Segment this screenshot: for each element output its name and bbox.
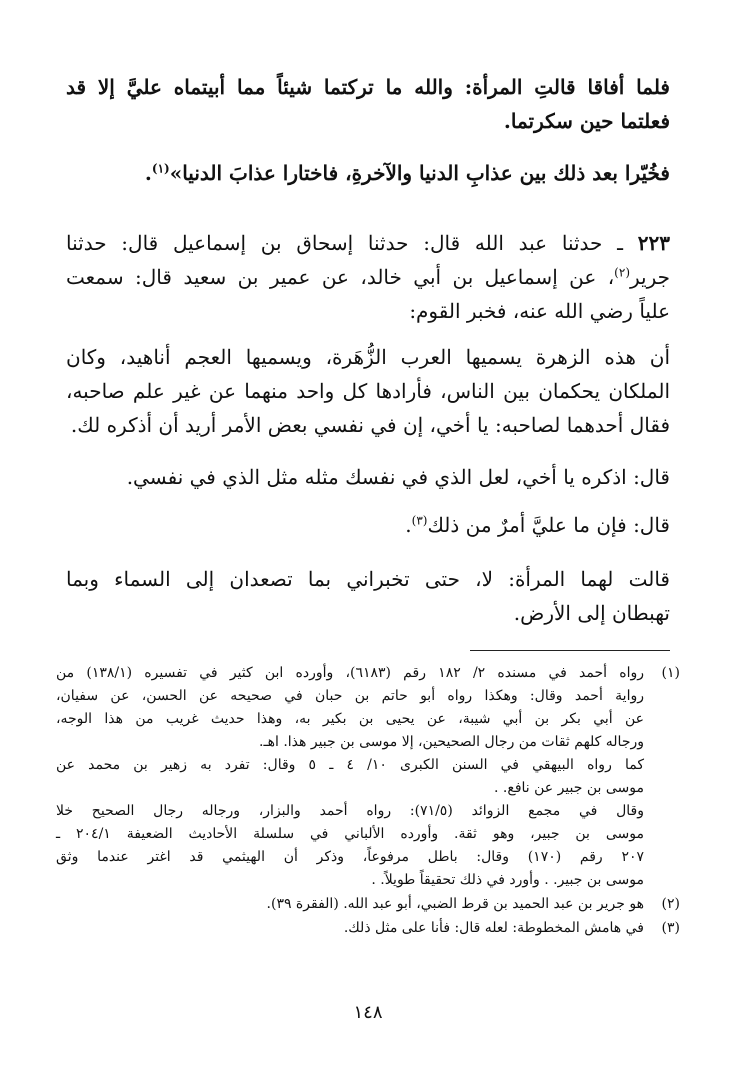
footnote-1-line: وقال في مجمع الزوائد (٧١/٥): رواه أحمد والبزار، ورجاله رجال الصحيح خلا: [56, 803, 645, 819]
reply-2-paragraph: [66, 508, 670, 542]
hadith-line-2-text: ، عن إسماعيل بن أبي خالد، عن عمير بن سعيد قال: سمعت: [66, 265, 615, 289]
zuhara-line-2: الملكان يحكمان بين الناس، فأرادها كل واحد منهما عن غير علم صاحبه،: [66, 379, 670, 403]
footnote-1-line: ورجاله كلهم ثقات من رجال الصحيحين، إلا موسى بن جبير هذا. اهـ.: [259, 734, 644, 750]
footnote-ref-2: (٢): [614, 265, 630, 280]
footnote-2: [56, 893, 680, 916]
narration-line-2: فعلتما حين سكرتما.: [503, 109, 670, 133]
hadith-line-1: [66, 226, 670, 260]
footnote-3-number: (٣): [661, 920, 680, 936]
footnote-1-line: موسى بن جبير. . وأورد في ذلك تحقيقاً طويلاً. .: [371, 872, 644, 888]
footnote-1: [56, 662, 680, 892]
footnote-1-line: موسى بن جبير، وهو ثقة. وأورده الألباني في سلسلة الأحاديث الضعيفة ٢٠٤/١ ـ: [56, 826, 644, 842]
hadith-paragraph: [66, 226, 670, 328]
page-number: ١٤٨: [353, 1002, 383, 1023]
footnote-1-line: عن أبي بكر بن أبي شيبة، عن يحيى بن بكير به، وهذا حديث غريب من هذا الوجه،: [56, 711, 644, 727]
reply-2-line: [66, 508, 670, 542]
footnote-1-body: [56, 662, 644, 892]
hadith-line-2-start: جرير: [630, 265, 670, 289]
choice-end: .: [144, 161, 152, 185]
footnote-2-number: (٢): [661, 896, 680, 912]
narration-paragraph: [66, 70, 670, 138]
woman-paragraph: [66, 562, 670, 630]
footnote-1-line: موسى بن جبير عن نافع. .: [494, 780, 644, 796]
reply-1-line: قال: اذكره يا أخي، لعل الذي في نفسك مثله مثل الذي في نفسي.: [126, 465, 670, 489]
zuhara-paragraph: [66, 340, 670, 442]
footnotes: [56, 662, 680, 941]
footnote-1-line: كما رواه البيهقي في السنن الكبرى ١٠/ ٤ ـ ٥ وقال: تفرد به زهير بن محمد عن: [56, 757, 644, 773]
footnote-2-line: هو جرير بن عبد الحميد بن قرط الضبي، أبو عبد الله. (الفقرة ٣٩).: [266, 896, 644, 912]
footnote-3-body: [56, 917, 644, 940]
footnote-ref-3: (٣): [411, 513, 428, 528]
hadith-number: ٢٢٣: [637, 231, 670, 255]
footnote-3-line: في هامش المخطوطة: لعله قال: فأنا على مثل ذلك.: [343, 920, 644, 936]
zuhara-line-1: أن هذه الزهرة يسميها العرب الزُّهَرة، ويسميها العجم أناهيد، وكان: [66, 345, 670, 369]
reply-2-text: قال: فإن ما عليَّ أمرٌ من ذلك: [427, 513, 670, 537]
footnote-3: [56, 917, 680, 940]
footnote-1-number: (١): [661, 665, 680, 681]
footnote-separator: [470, 650, 670, 651]
reply-1-paragraph: [66, 460, 670, 494]
footnote-2-body: [56, 893, 644, 916]
footnote-1-line: ٢٠٧ رقم (١٧٠) وقال: باطل مرفوعاً، وذكر أن الهيثمي قد اغتر عندما وثق: [56, 849, 644, 865]
zuhara-line-3: فقال أحدهما لصاحبه: يا أخي، إن في نفسي بعض الأمر أريد أن أذكره لك.: [70, 413, 670, 437]
choice-paragraph: [66, 156, 670, 190]
woman-line-2: تهبطان إلى الأرض.: [513, 601, 670, 625]
narration-line-1: فلما أفاقا قالتِ المرأة: والله ما تركتما شيئاً مما أبيتماه عليَّ إلا قد: [66, 75, 670, 99]
footnote-1-line: رواية أحمد وقال: وهكذا رواه أبو حاتم بن حبان في صحيحه عن الحسن، عن سفيان،: [56, 688, 644, 704]
footnote-1-line: رواه أحمد في مسنده ٢/ ١٨٢ رقم (٦١٨٣)، وأورده ابن كثير في تفسيره (١٣٨/١) من: [56, 665, 644, 681]
woman-line-1: قالت لهما المرأة: لا، حتى تخبراني بما تصعدان إلى السماء وبما: [66, 567, 670, 591]
hadith-line-1-text: ـ حدثنا عبد الله قال: حدثنا إسحاق بن إسماعيل قال: حدثنا: [66, 231, 638, 255]
reply-2-end: .: [405, 513, 412, 537]
choice-line: [66, 156, 670, 190]
hadith-line-2: [66, 260, 670, 294]
choice-text: فخُيّرا بعد ذلك بين عذابِ الدنيا والآخرةِ، فاختارا عذابَ الدنيا»: [169, 161, 670, 185]
footnote-ref-1: (١): [151, 161, 170, 176]
hadith-line-3: علياً رضي الله عنه، فخبر القوم:: [409, 299, 670, 323]
